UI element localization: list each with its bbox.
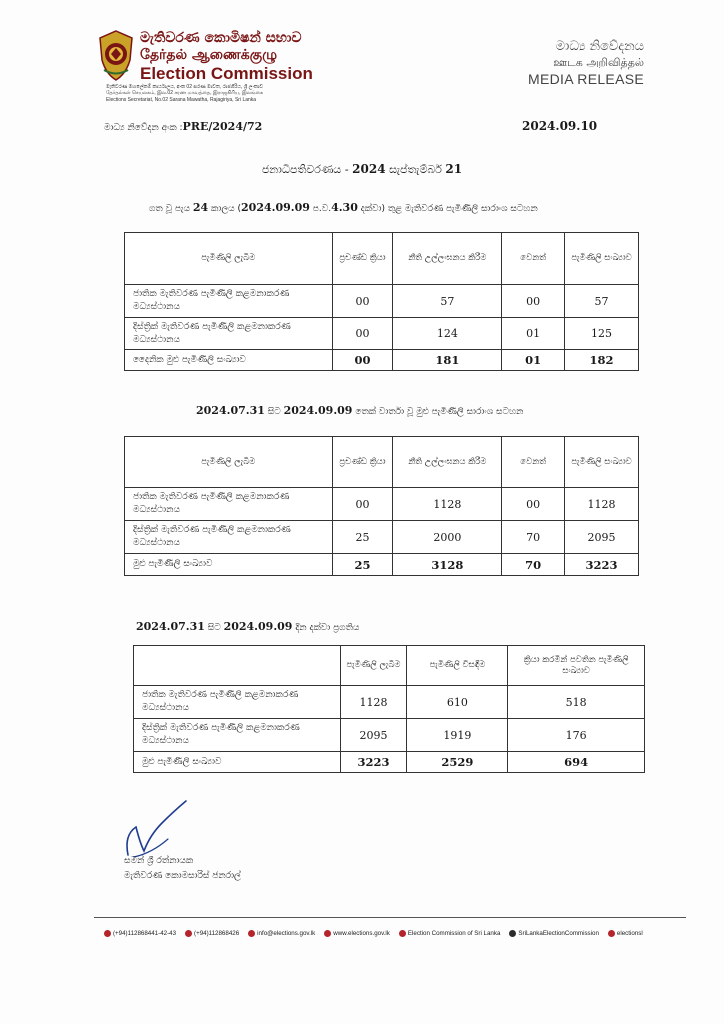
facebook-icon [509, 930, 516, 937]
media-release-sinhala: මාධ්‍ය නිවේදනය [555, 39, 644, 54]
org-name-english: Election Commission [140, 64, 313, 83]
table-row: දිස්ත්‍රික් මැතිවරණ පැමිණිලි කළමනාකරණ මධ්‍යස්ථානය 00 124 01 125 [125, 318, 639, 350]
fax-icon [185, 930, 192, 937]
footer-org: Election Commission of Sri Lanka [399, 930, 501, 937]
section3-table [133, 645, 645, 773]
emblem-logo-icon [96, 30, 136, 82]
media-release-tamil: ஊடக அறிவித்தல் [553, 56, 644, 69]
phone-icon [104, 930, 111, 937]
address-sinhala: මැතිවරණ මහලේකම් කාර්යාලය, අංක 02 සරණ මාවත, රාජගිරිය, ශ්‍රී ලංකාව [106, 84, 264, 90]
section2-table [124, 436, 639, 576]
email-icon [248, 930, 255, 937]
address-english: Elections Secretariat, No.02 Sarana Mawatha, Rajagiriya, Sri Lanka [106, 96, 257, 103]
footer-email[interactable]: info@elections.gov.lk [248, 930, 315, 937]
footer-twitter[interactable]: electionsl [608, 930, 643, 937]
org-icon [399, 930, 406, 937]
signatory-block [124, 854, 241, 884]
footer-fax: (+94)112868426 [185, 930, 239, 937]
footer-contacts [104, 930, 694, 937]
signatory-title: මැතිවරණ කොමසාරිස් ජනරාල් [124, 871, 241, 881]
release-date: 2024.09.10 [522, 119, 598, 133]
section3-caption: 2024.07.31 සිට 2024.09.09 දින දක්වා ප්‍රගතිය [136, 620, 360, 633]
page-title: ජනාධිපතිවරණය - 2024 සැප්තැම්බර් 21 [261, 162, 463, 176]
table-row: ජාතික මැතිවරණ පැමිණිලි කළමනාකරණ මධ්‍යස්ථානය 00 1128 00 1128 [125, 488, 639, 521]
address-block [106, 84, 326, 103]
footer-facebook[interactable]: SriLankaElectionCommission [509, 930, 598, 937]
organization-name [140, 30, 313, 83]
section2-caption: 2024.07.31 සිට 2024.09.09 තෙක් වාර්තා වූ මුළු පැමිණිලි සාරාංශ සටහන [196, 404, 524, 417]
web-icon [324, 930, 331, 937]
table-header-row: පැමිණිලි ලැබීම පැමිණිලි විසඳීම ක්‍රියා කරමින් පවතින පැමිණිලි සංඛ්‍යාව [134, 646, 645, 686]
footer-divider [94, 917, 686, 918]
media-release-english: MEDIA RELEASE [528, 71, 644, 87]
address-tamil: தேர்தல்கள் செயலகம், இல.02 சரண மாவத்தை, இராஜகிரிய, இலங்கை [106, 90, 264, 97]
table-total-row: මුළු පැමිණිලි සංඛ්‍යාව 25 3128 70 3223 [125, 554, 639, 576]
table-row: ජාතික මැතිවරණ පැමිණිලි කළමනාකරණ මධ්‍යස්ථානය 1128 610 518 [134, 686, 645, 719]
footer-web[interactable]: www.elections.gov.lk [324, 930, 390, 937]
twitter-icon [608, 930, 615, 937]
table-header-row: පැමිණිලි ලැබීම ප්‍රචණ්ඩ ක්‍රියා නීති උල්ලංඝනය කිරීම වෙනත් පැමිණිලි සංඛ්‍යාව [125, 437, 639, 488]
reference-value: PRE/2024/72 [182, 120, 263, 133]
org-name-sinhala: මැතිවරණ කොමිෂන් සභාව [140, 30, 302, 46]
section1-table [124, 232, 639, 371]
table-total-row: දෛනික මුළු පැමිණිලි සංඛ්‍යාව 00 181 01 182 [125, 350, 639, 371]
table-row: ජාතික මැතිවරණ පැමිණිලි කළමනාකරණ මධ්‍යස්ථානය 00 57 00 57 [125, 285, 639, 318]
footer-phone1: (+94)112868441-42-43 [104, 930, 176, 937]
table-header-row: පැමිණිලි ලැබීම ප්‍රචණ්ඩ ක්‍රියා නීති උල්ලංඝනය කිරීම වෙනත් පැමිණිලි සංඛ්‍යාව [125, 233, 639, 285]
signatory-name: සමන් ශ්‍රී රත්නායක [124, 856, 194, 866]
reference-number [104, 120, 262, 133]
table-row: දිස්ත්‍රික් මැතිවරණ පැමිණිලි කළමනාකරණ මධ්‍යස්ථානය 2095 1919 176 [134, 719, 645, 752]
table-row: දිස්ත්‍රික් මැතිවරණ පැමිණිලි කළමනාකරණ මධ්‍යස්ථානය 25 2000 70 2095 [125, 521, 639, 554]
table-total-row: මුළු පැමිණිලි සංඛ්‍යාව 3223 2529 694 [134, 752, 645, 773]
org-name-tamil: தேர்தல் ஆணைக்குழு [140, 47, 278, 63]
reference-label: මාධ්‍ය නිවේදන අංක : [104, 123, 183, 133]
media-release-label [528, 38, 644, 89]
section1-caption: ගත වූ පැය 24 කාලය (2024.09.09 ප.ව.4.30 දක්වා) තුළ මැතිවරණ පැමිණිලි සාරාංශ සටහන [149, 201, 538, 214]
